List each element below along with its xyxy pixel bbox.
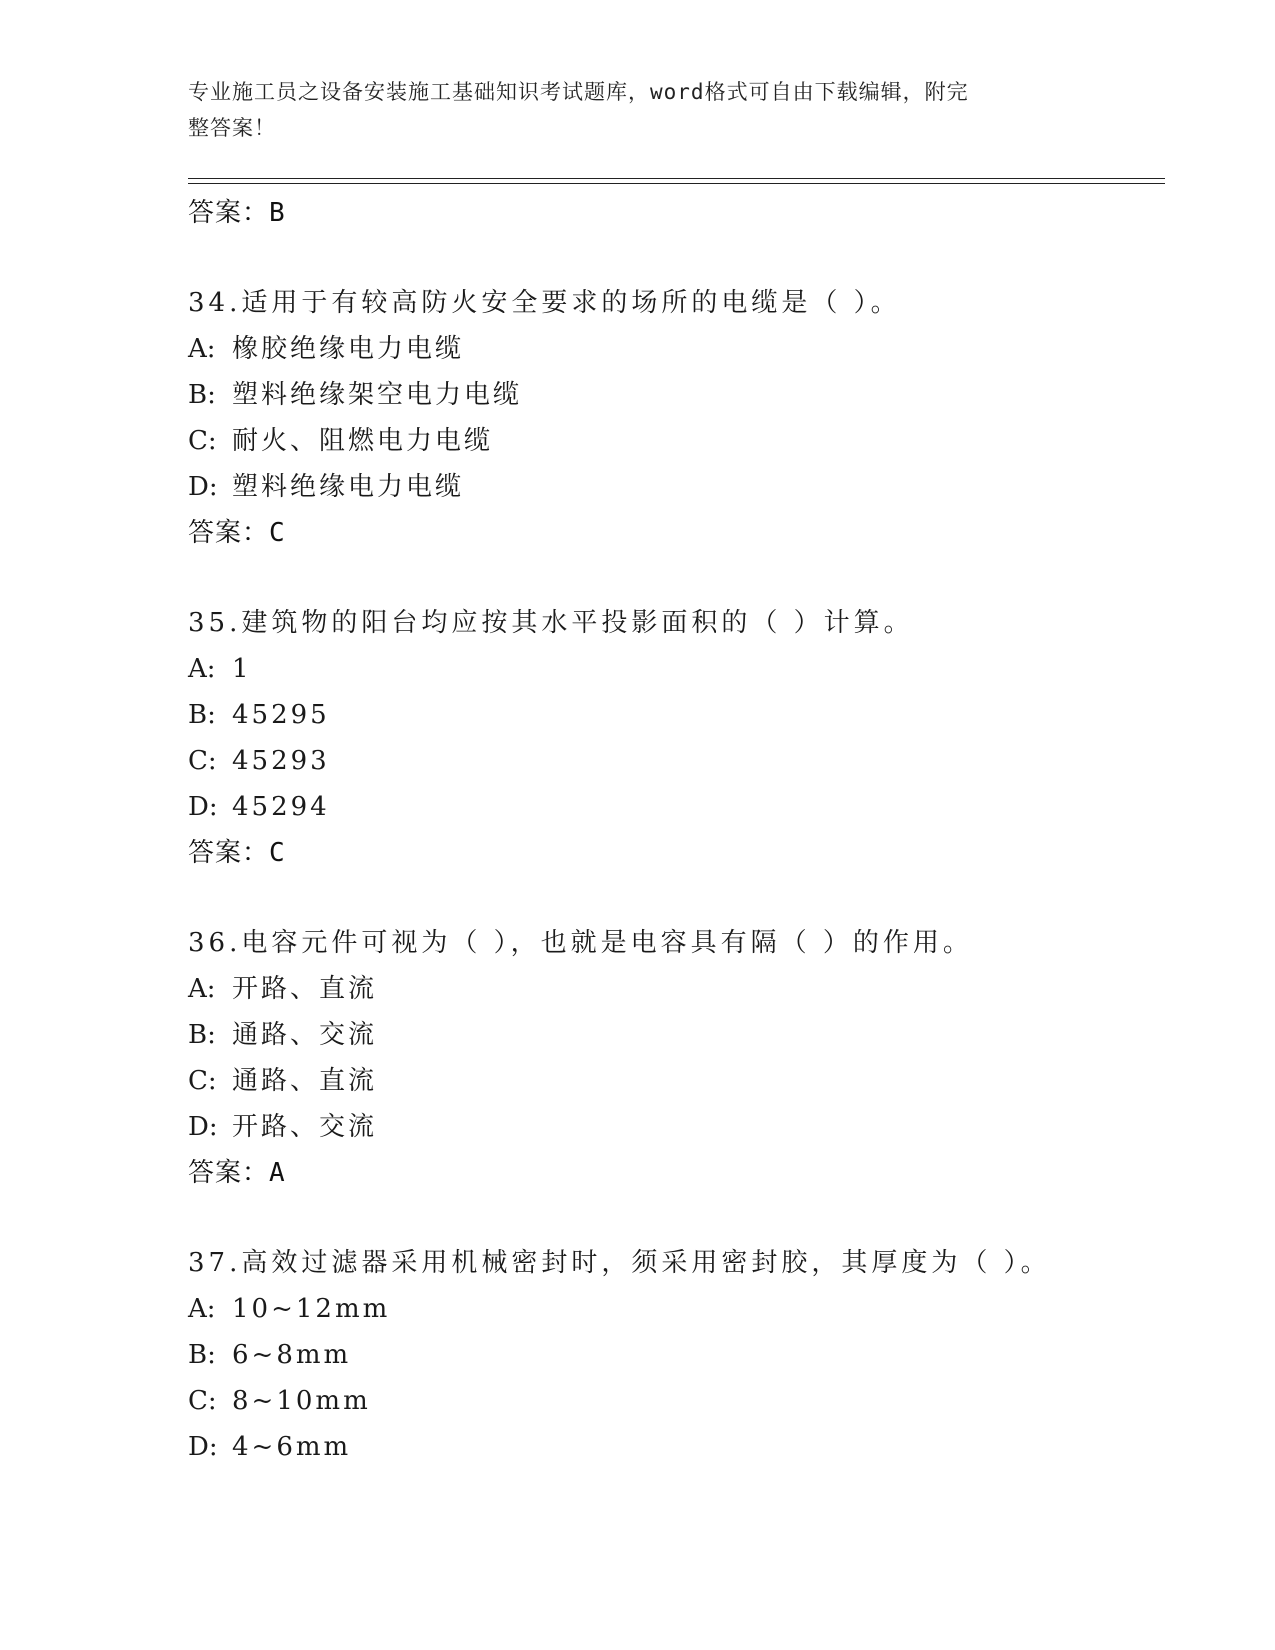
question-37 bbox=[188, 1240, 1168, 1470]
option-a bbox=[188, 646, 1168, 692]
option-text: 耐火、阻燃电力电缆 bbox=[232, 426, 494, 456]
option-b bbox=[188, 1332, 1168, 1378]
option-letter: B: bbox=[188, 700, 216, 730]
option-c bbox=[188, 418, 1168, 464]
option-d bbox=[188, 784, 1168, 830]
option-letter: B: bbox=[188, 1020, 216, 1050]
header-divider-bottom bbox=[188, 183, 1165, 184]
option-text: 塑料绝缘架空电力电缆 bbox=[232, 380, 523, 410]
option-text: 橡胶绝缘电力电缆 bbox=[232, 334, 465, 364]
option-letter: A: bbox=[188, 1294, 216, 1324]
option-letter: A: bbox=[188, 974, 216, 1004]
question-list bbox=[188, 190, 1168, 1470]
question-stem: 34.适用于有较高防火安全要求的场所的电缆是（ ）。 bbox=[188, 288, 901, 318]
option-letter: D: bbox=[188, 792, 218, 822]
option-b bbox=[188, 372, 1168, 418]
document-header bbox=[188, 74, 1068, 146]
question-34 bbox=[188, 280, 1168, 556]
header-line-2: 整答案！ bbox=[188, 116, 276, 140]
option-letter: D: bbox=[188, 1432, 218, 1462]
option-letter: D: bbox=[188, 472, 218, 502]
question-stem: 37.高效过滤器采用机械密封时，须采用密封胶，其厚度为（ ）。 bbox=[188, 1248, 1051, 1278]
answer-line: 答案：C bbox=[188, 838, 286, 868]
option-c bbox=[188, 1378, 1168, 1424]
question-stem: 36.电容元件可视为（ ），也就是电容具有隔（ ）的作用。 bbox=[188, 928, 973, 958]
option-letter: D: bbox=[188, 1112, 218, 1142]
option-letter: C: bbox=[188, 1066, 217, 1096]
header-divider-top bbox=[188, 178, 1165, 179]
option-text: 45294 bbox=[232, 792, 330, 822]
option-letter: A: bbox=[188, 654, 216, 684]
option-letter: B: bbox=[188, 380, 216, 410]
question-35 bbox=[188, 600, 1168, 876]
option-text: 45293 bbox=[232, 746, 330, 776]
option-a bbox=[188, 326, 1168, 372]
option-letter: C: bbox=[188, 426, 217, 456]
option-letter: A: bbox=[188, 334, 216, 364]
option-letter: C: bbox=[188, 1386, 217, 1416]
option-d bbox=[188, 1104, 1168, 1150]
option-text: 塑料绝缘电力电缆 bbox=[232, 472, 465, 502]
option-text: 6~8mm bbox=[232, 1340, 352, 1370]
option-letter: C: bbox=[188, 746, 217, 776]
option-text: 4~6mm bbox=[232, 1432, 352, 1462]
header-line-1: 专业施工员之设备安装施工基础知识考试题库，word格式可自由下载编辑，附完 bbox=[188, 80, 969, 104]
option-text: 8~10mm bbox=[232, 1386, 371, 1416]
option-text: 通路、交流 bbox=[232, 1020, 378, 1050]
question-stem: 35.建筑物的阳台均应按其水平投影面积的（ ）计算。 bbox=[188, 608, 914, 638]
option-c bbox=[188, 738, 1168, 784]
answer-line: 答案：A bbox=[188, 1158, 286, 1188]
option-b bbox=[188, 1012, 1168, 1058]
option-text: 1 bbox=[232, 654, 252, 684]
option-text: 10~12mm bbox=[232, 1294, 391, 1324]
option-a bbox=[188, 966, 1168, 1012]
option-text: 开路、交流 bbox=[232, 1112, 378, 1142]
option-a bbox=[188, 1286, 1168, 1332]
question-36 bbox=[188, 920, 1168, 1196]
option-text: 45295 bbox=[232, 700, 330, 730]
option-c bbox=[188, 1058, 1168, 1104]
answer-line: 答案：C bbox=[188, 518, 286, 548]
option-letter: B: bbox=[188, 1340, 216, 1370]
option-d bbox=[188, 464, 1168, 510]
option-b bbox=[188, 692, 1168, 738]
option-text: 通路、直流 bbox=[232, 1066, 378, 1096]
option-d bbox=[188, 1424, 1168, 1470]
option-text: 开路、直流 bbox=[232, 974, 378, 1004]
answer-line: 答案：B bbox=[188, 198, 286, 228]
